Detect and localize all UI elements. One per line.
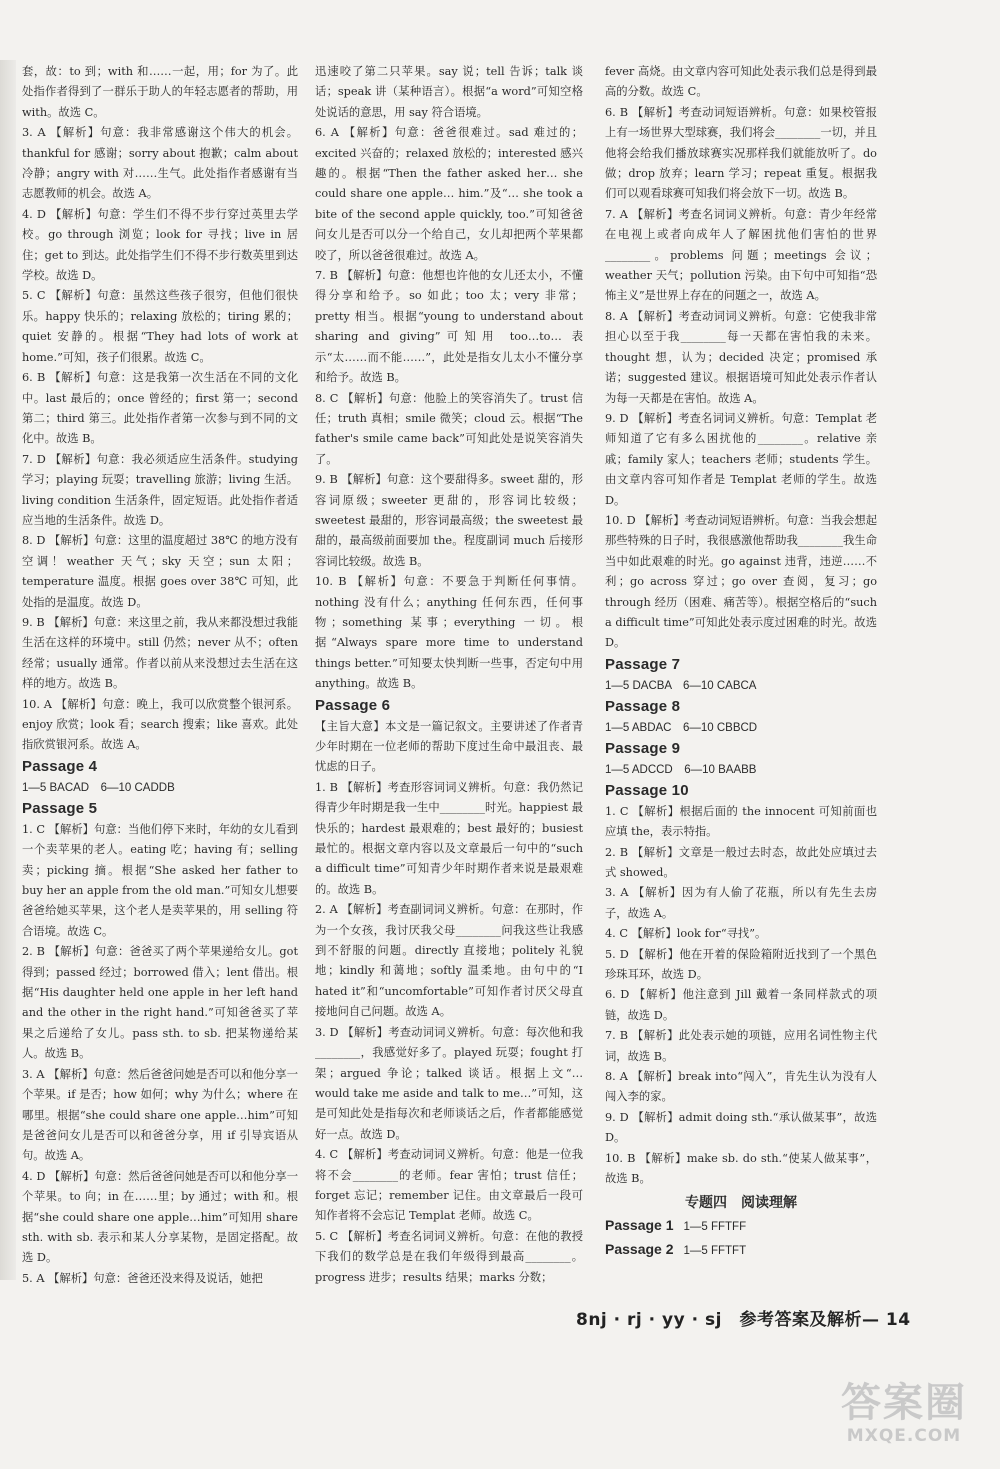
explanation-paragraph: 4. C 【解析】look for“寻找”。	[605, 927, 767, 941]
explanation-paragraph: 3. A 【解析】句意：然后爸爸问她是否可以和他分享一个苹果。if 是否；how 如何；why 为什么；where 在哪里。根据“she could share one apple…him”可知是爸爸问女儿是否可以和爸爸分享，用 if 引导宾语从句。故选 A。	[22, 1067, 298, 1163]
explanation-paragraph: 2. B 【解析】文章是一般过去时态，故此处应填过去式 showed。	[605, 845, 877, 879]
explanation-paragraph: 5. A 【解析】句意：爸爸还没来得及说话，她把	[22, 1271, 263, 1285]
passage-heading: Passage 6	[315, 696, 391, 714]
section-title: 专题四 阅读理解	[685, 1193, 797, 1210]
passage-answer-line	[605, 1238, 877, 1262]
answer-key: 1—5 ABDAC 6—10 CBBCD	[605, 721, 758, 734]
explanation-paragraph: 7. D 【解析】句意：我必须适应生活条件。studying 学习；playing 玩耍；travelling 旅游；living 生活。living condition 生活条件，固定短语。此处指作者适应当地的生活条件。故选 D。	[22, 452, 298, 527]
passage-heading: Passage 4	[22, 757, 98, 775]
explanation-paragraph: 3. A 【解析】句意：我非常感谢这个伟大的机会。thankful for 感谢；sorry about 抱歉；calm about 冷静；angry with 对……生气。此处指作者感谢有当志愿教师的机会。故选 A。	[22, 126, 298, 201]
binding-margin	[0, 60, 16, 1280]
passage-label: Passage 2	[605, 1240, 674, 1257]
passage-label: Passage 1	[605, 1216, 674, 1233]
explanation-paragraph: 8. A 【解析】break into“闯入”，肯先生认为没有人闯入李的家。	[605, 1070, 877, 1104]
explanation-paragraph: 7. B 【解析】句意：他想也许他的女儿还太小，不懂得分享和给予。so 如此；too 太；very 非常；pretty 相当。根据“young to understand about sharing and giving”可知用 too…to… 表示“太……而不能……”，此处是指女儿太小不懂分享和给予。故选 B。	[315, 269, 583, 385]
explanation-paragraph: fever 高烧。由文章内容可知此处表示我们总是得到最高的分数。故选 C。	[605, 65, 877, 99]
watermark-main-text: 答案圈	[841, 1380, 967, 1426]
column-middle	[315, 62, 583, 1288]
passage-answers: 1—5 FFTFF	[683, 1220, 747, 1233]
explanation-paragraph: 1. C 【解析】根据后面的 the innocent 可知前面也应填 the，表示特指。	[605, 804, 877, 839]
explanation-paragraph: 4. D 【解析】句意：学生们不得不步行穿过英里去学校。go through 浏览；look for 寻找；live in 居住；get to 到达。此处指学生们不得不步行数英里到达学校。故选 D。	[22, 207, 298, 283]
column-right	[605, 62, 877, 1262]
explanation-paragraph: 【主旨大意】本文是一篇记叙文。主要讲述了作者青少年时期在一位老师的帮助下度过生命中最沮丧、最忧虑的日子。	[315, 719, 583, 774]
passage-answers: 1—5 FFTFT	[683, 1244, 747, 1257]
explanation-paragraph: 6. D 【解析】他注意到 Jill 戴着一条同样款式的项链，故选 D。	[605, 988, 877, 1022]
passage-answer-line	[605, 1214, 877, 1238]
explanation-paragraph: 3. D 【解析】考查动词词义辨析。句意：每次他和我________，我感觉好多了。played 玩耍；fought 打架；argued 争论；talked 谈话。根据上文“… would take me aside and talk to me…”可知，这是可知此处是指每次和老师谈话之后，作者都能感觉好一点。故选 D。	[315, 1025, 583, 1141]
explanation-paragraph: 8. A 【解析】考查动词词义辨析。句意：它使我非常担心以至于我________每一天都在害怕我的未来。thought 想，认为；decided 决定；promised 承诺；suggested 建议。根据语境可知此处表示作者认为每一天都是在害怕。故选 A。	[605, 309, 877, 405]
column-left	[22, 62, 298, 1289]
answer-key: 1—5 ADCCD 6—10 BAABB	[605, 763, 757, 776]
answer-key: 1—5 DACBA 6—10 CABCA	[605, 679, 757, 692]
explanation-paragraph: 9. B 【解析】句意：来这里之前，我从来都没想过我能生活在这样的环境中。still 仍然；never 从不；often 经常；usually 通常。作者以前从来没想过去生活在这样的地方。故选 B。	[22, 615, 298, 691]
passage-heading: Passage 5	[22, 799, 98, 817]
explanation-paragraph: 9. D 【解析】admit doing sth.“承认做某事”，故选 D。	[605, 1110, 877, 1145]
explanation-paragraph: 7. A 【解析】考查名词词义辨析。句意：青少年经常在电视上或者向成年人了解困扰他们害怕的世界________。problems 问题；meetings 会议；weather 天气；pollution 污染。由下句中可知指“恐怖主义”是世界上存在的问题之一，故选 A。	[605, 207, 877, 303]
explanation-paragraph: 10. B 【解析】句意：不要急于判断任何事情。nothing 没有什么；anything 任何东西，任何事物；something 某事；everything 一切。根据“Always spare more time to understand things better.”可知要太快判断一些事，否定句中用 anything。故选 B。	[315, 575, 583, 691]
explanation-paragraph: 10. D 【解析】考查动词短语辨析。句意：当我会想起那些特殊的日子时，我很感激他帮助我________我生命当中如此艰难的时光。go against 违背，违逆……不利；go across 穿过；go over 查阅，复习；go through 经历（困难、痛苦等）。根据空格后的“such a difficult time”可知此处表示度过困难的时光。故选 D。	[605, 513, 877, 650]
explanation-paragraph: 2. A 【解析】考查副词词义辨析。句意：在那时，作为一个女孩，我讨厌我父母________问我这些让我感到不舒服的问题。directly 直接地；politely 礼貌地；kindly 和蔼地；softly 温柔地。由句中的“I hated it”和“uncomfortable”可知作者讨厌父母直接地问自己问题。故选 A。	[315, 903, 583, 1019]
watermark-logo	[820, 1380, 988, 1460]
explanation-paragraph: 3. A 【解析】因为有人偷了花瓶，所以有先生去房子，故选 A。	[605, 886, 877, 920]
explanation-paragraph: 8. C 【解析】句意：他脸上的笑容消失了。trust 信任；truth 真相；smile 微笑；cloud 云。根据“The father's smile came back”可知此处是说笑容消失了。	[315, 391, 583, 466]
passage-heading: Passage 8	[605, 697, 681, 715]
explanation-paragraph: 2. B 【解析】句意：爸爸买了两个苹果递给女儿。got 得到；passed 经过；borrowed 借入；lent 借出。根据“His daughter held one apple in her left hand and the other in the right hand.”可知爸爸买了苹果之后递给了女儿。pass sth. to sb. 把某物递给某人。故选 B。	[22, 945, 298, 1061]
explanation-paragraph: 迅速咬了第二只苹果。say 说；tell 告诉；talk 谈话；speak 讲（某种语言）。根据“a word”可知空格处说话的意思，用 say 符合语境。	[315, 65, 583, 119]
passage-heading: Passage 10	[605, 781, 689, 799]
explanation-paragraph: 4. C 【解析】考查动词词义辨析。句意：他是一位我将不会________的老师。fear 害怕；trust 信任；forget 忘记；remember 记住。由文章最后一段可知作者将不会忘记 Templat 老师。故选 C。	[315, 1148, 583, 1223]
explanation-paragraph: 10. B 【解析】make sb. do sth.“使某人做某事”，故选 B。	[605, 1151, 877, 1186]
explanation-paragraph: 5. D 【解析】他在开着的保险箱附近找到了一个黑色珍珠耳环，故选 D。	[605, 947, 877, 982]
explanation-paragraph: 4. D 【解析】句意：然后爸爸问她是否可以和他分享一个苹果。to 向；in 在……里；by 通过；with 和。根据“she could share one apple…him”可知用 share sth. with sb. 表示和某人分享某物，是固定搭配。故选 D。	[22, 1169, 298, 1265]
explanation-paragraph: 8. D 【解析】句意：这里的温度超过 38℃ 的地方没有空调！weather 天气；sky 天空；sun 太阳；temperature 温度。根据 goes over 38℃ 可知，此处指的是温度。故选 D。	[22, 534, 298, 609]
explanation-paragraph: 6. B 【解析】考查动词短语辨析。句意：如果校管报上有一场世界大型球赛，我们将会________一切，并且他将会给我们播放球赛实况那样我们就能放听了。do 做；drop 放弃；learn 学习；repeat 重复。根据我们可以观看球赛可知我们将会放下一切。故选 B。	[605, 105, 877, 201]
explanation-paragraph: 5. C 【解析】考查名词词义辨析。句意：在他的教授下我们的数学总是在我们年级得到最高________。progress 进步；results 结果；marks 分数；	[315, 1229, 583, 1284]
explanation-paragraph: 5. C 【解析】句意：虽然这些孩子很穷，但他们很快乐。happy 快乐的；relaxing 放松的；tiring 累的；quiet 安静的。根据“They had lots of work at home.”可知，孩子们很累。故选 C。	[22, 289, 298, 364]
watermark-sub-text: MXQE.COM	[846, 1426, 962, 1446]
explanation-paragraph: 1. C 【解析】句意：当他们停下来时，年幼的女儿看到一个卖苹果的老人。eating 吃；having 有；selling 卖；picking 摘。根据“She asked her father to buy her an apple from the old man.”可知女儿想要爸爸给她买苹果，这个老人是卖苹果的，用 selling 符合语境。故选 C。	[22, 822, 299, 938]
answer-key: 1—5 BACAD 6—10 CADDB	[22, 781, 175, 794]
explanation-paragraph: 7. B 【解析】此处表示她的项链，应用名词性物主代词，故选 B。	[605, 1029, 877, 1063]
explanation-paragraph: 9. D 【解析】考查名词词义辨析。句意：Templat 老师知道了它有多么困扰他的________。relative 亲戚；family 家人；teachers 老师；students 学生。由文章内容可知作者是 Templat 老师的学生。故选 D。	[605, 411, 877, 507]
explanation-paragraph: 1. B 【解析】考查形容词词义辨析。句意：我仍然记得青少年时期是我一生中________时光。happiest 最快乐的；hardest 最艰难的；best 最好的；busiest 最忙的。根据文章内容以及文章最后一句中的“such a difficult time”可知青少年时期作者来说是最艰难的。故选 B。	[315, 780, 583, 896]
passage-heading: Passage 7	[605, 655, 681, 673]
explanation-paragraph: 套，故：to 到；with 和……一起，用；for 为了。此处指作者得到了一群乐于助人的年轻志愿者的帮助，用 with。故选 C。	[22, 65, 298, 119]
page-footer: 8nj · rj · yy · sj 参考答案及解析— 14	[576, 1310, 911, 1330]
explanation-paragraph: 6. B 【解析】句意：这是我第一次生活在不同的文化中。last 最后的；once 曾经的；first 第一；second 第二；third 第三。此处指作者第一次参与到不同的文化中。故选 B。	[22, 371, 298, 446]
explanation-paragraph: 6. A 【解析】句意：爸爸很难过。sad 难过的；excited 兴奋的；relaxed 放松的；interested 感兴趣的。根据“Then the father asked her… she could share one apple… him.”及“… she took a bite of the second apple quickly, too.”可知爸爸问女儿是否可以分一个给自己，女儿却把两个苹果都咬了，所以爸爸很难过。故选 A。	[315, 126, 583, 262]
explanation-paragraph: 9. B 【解析】句意：这个要甜得多。sweet 甜的，形容词原级；sweeter 更甜的，形容词比较级；sweetest 最甜的，形容词最高级；the sweetest 最甜的，最高级前面要加 the。程度副词 much 后接形容词比较级。故选 B。	[315, 473, 583, 568]
explanation-paragraph: 10. A 【解析】句意：晚上，我可以欣赏整个银河系。enjoy 欣赏；look 看；search 搜索；like 喜欢。此处指欣赏银河系。故选 A。	[22, 697, 298, 752]
passage-heading: Passage 9	[605, 739, 681, 757]
